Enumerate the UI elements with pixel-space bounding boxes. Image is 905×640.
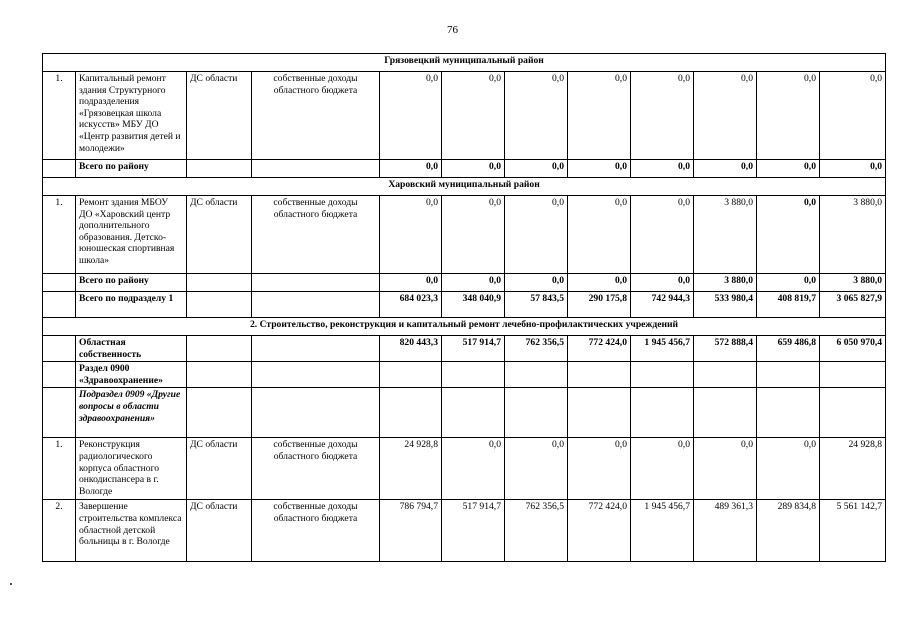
value-cell: 742 944,3 xyxy=(631,292,694,318)
value-cell: 0,0 xyxy=(442,72,505,160)
value-cell: 0,0 xyxy=(631,72,694,160)
section-title: Грязовецкий муниципальный район xyxy=(43,54,886,72)
value-cell: 517 914,7 xyxy=(442,500,505,562)
section-header-row xyxy=(43,318,886,336)
value-cell xyxy=(380,388,442,438)
value-cell: 0,0 xyxy=(568,72,631,160)
value-cell: 0,0 xyxy=(568,160,631,178)
value-cell: 0,0 xyxy=(380,160,442,178)
value-cell: 0,0 xyxy=(820,160,886,178)
value-cell: 24 928,8 xyxy=(820,438,886,500)
item-name: Раздел 0900 «Здравоохранение» xyxy=(76,362,187,388)
value-cell xyxy=(631,362,694,388)
value-cell xyxy=(442,388,505,438)
value-cell: 762 356,5 xyxy=(505,336,568,362)
row-index xyxy=(43,274,76,292)
item-name: Завершение строительства комплекса областной детской больницы в г. Вологде xyxy=(76,500,187,562)
funding-type xyxy=(252,160,380,178)
item-name: Всего по району xyxy=(76,274,187,292)
funding-type: собственные доходы областного бюджета xyxy=(252,72,380,160)
value-cell xyxy=(820,388,886,438)
value-cell: 0,0 xyxy=(757,438,820,500)
item-name: Подраздел 0909 «Другие вопросы в области здравоохранения» xyxy=(76,388,187,438)
value-cell: 0,0 xyxy=(757,196,820,274)
row-index xyxy=(43,336,76,362)
total-row xyxy=(43,292,886,318)
value-cell: 0,0 xyxy=(757,274,820,292)
scan-speck xyxy=(10,583,12,585)
value-cell: 0,0 xyxy=(631,160,694,178)
value-cell xyxy=(505,362,568,388)
value-cell: 3 880,0 xyxy=(694,274,757,292)
funding-source xyxy=(187,336,252,362)
funding-type xyxy=(252,362,380,388)
value-cell: 762 356,5 xyxy=(505,500,568,562)
value-cell: 289 834,8 xyxy=(757,500,820,562)
section-header-row xyxy=(43,54,886,72)
value-cell: 0,0 xyxy=(505,438,568,500)
value-cell: 0,0 xyxy=(757,160,820,178)
table-row xyxy=(43,196,886,274)
value-cell: 0,0 xyxy=(505,160,568,178)
value-cell: 684 023,3 xyxy=(380,292,442,318)
value-cell: 3 880,0 xyxy=(820,196,886,274)
funding-source: ДС области xyxy=(187,438,252,500)
value-cell: 772 424,0 xyxy=(568,500,631,562)
row-index: 2. xyxy=(43,500,76,562)
value-cell: 6 050 970,4 xyxy=(820,336,886,362)
section-title: 2. Строительство, реконструкция и капитальный ремонт лечебно-профилактических учреждений xyxy=(43,318,886,336)
value-cell: 348 040,9 xyxy=(442,292,505,318)
value-cell: 517 914,7 xyxy=(442,336,505,362)
row-index xyxy=(43,160,76,178)
value-cell: 0,0 xyxy=(568,438,631,500)
item-name: Всего по району xyxy=(76,160,187,178)
value-cell xyxy=(694,388,757,438)
value-cell: 24 928,8 xyxy=(380,438,442,500)
value-cell xyxy=(442,362,505,388)
item-name: Капитальный ремонт здания Структурного подразделения «Грязовецкая школа искусств» МБУ ДО «Центр развития детей и молодежи» xyxy=(76,72,187,160)
funding-source: ДС области xyxy=(187,500,252,562)
value-cell: 489 361,3 xyxy=(694,500,757,562)
row-index: 1. xyxy=(43,438,76,500)
row-index xyxy=(43,292,76,318)
value-cell: 0,0 xyxy=(380,274,442,292)
value-cell: 0,0 xyxy=(568,274,631,292)
value-cell: 0,0 xyxy=(568,196,631,274)
value-cell: 533 980,4 xyxy=(694,292,757,318)
value-cell: 408 819,7 xyxy=(757,292,820,318)
item-name: Реконструкция радиологического корпуса областного онкодиспансера в г. Вологде xyxy=(76,438,187,500)
budget-table xyxy=(42,53,886,562)
value-cell: 5 561 142,7 xyxy=(820,500,886,562)
funding-type xyxy=(252,336,380,362)
funding-source xyxy=(187,160,252,178)
value-cell: 0,0 xyxy=(505,274,568,292)
section-title: Харовский муниципальный район xyxy=(43,178,886,196)
value-cell: 3 880,0 xyxy=(820,274,886,292)
value-cell: 0,0 xyxy=(442,438,505,500)
total-row xyxy=(43,160,886,178)
row-index xyxy=(43,388,76,438)
funding-type xyxy=(252,274,380,292)
value-cell xyxy=(757,388,820,438)
total-row xyxy=(43,388,886,438)
funding-source xyxy=(187,292,252,318)
total-row xyxy=(43,274,886,292)
value-cell: 0,0 xyxy=(820,72,886,160)
funding-type xyxy=(252,292,380,318)
value-cell xyxy=(380,362,442,388)
table-row xyxy=(43,438,886,500)
value-cell: 0,0 xyxy=(694,438,757,500)
value-cell xyxy=(820,362,886,388)
item-name: Ремонт здания МБОУ ДО «Харовский центр дополнительного образования. Детско-юношеская спортивная школа» xyxy=(76,196,187,274)
value-cell: 0,0 xyxy=(380,196,442,274)
value-cell: 290 175,8 xyxy=(568,292,631,318)
funding-type xyxy=(252,388,380,438)
funding-source xyxy=(187,362,252,388)
value-cell: 3 065 827,9 xyxy=(820,292,886,318)
funding-source xyxy=(187,274,252,292)
funding-type: собственные доходы областного бюджета xyxy=(252,196,380,274)
value-cell: 659 486,8 xyxy=(757,336,820,362)
item-name: Областная собственность xyxy=(76,336,187,362)
value-cell: 0,0 xyxy=(505,196,568,274)
value-cell: 0,0 xyxy=(442,196,505,274)
value-cell xyxy=(757,362,820,388)
value-cell: 0,0 xyxy=(631,274,694,292)
value-cell xyxy=(568,388,631,438)
funding-source: ДС области xyxy=(187,72,252,160)
funding-type: собственные доходы областного бюджета xyxy=(252,438,380,500)
table-row xyxy=(43,72,886,160)
value-cell: 772 424,0 xyxy=(568,336,631,362)
funding-source xyxy=(187,388,252,438)
value-cell: 1 945 456,7 xyxy=(631,336,694,362)
value-cell: 0,0 xyxy=(505,72,568,160)
value-cell: 0,0 xyxy=(631,438,694,500)
value-cell: 572 888,4 xyxy=(694,336,757,362)
total-row xyxy=(43,336,886,362)
value-cell: 0,0 xyxy=(442,160,505,178)
total-row xyxy=(43,362,886,388)
funding-type: собственные доходы областного бюджета xyxy=(252,500,380,562)
row-index: 1. xyxy=(43,196,76,274)
section-header-row xyxy=(43,178,886,196)
value-cell xyxy=(631,388,694,438)
value-cell: 3 880,0 xyxy=(694,196,757,274)
value-cell: 57 843,5 xyxy=(505,292,568,318)
value-cell xyxy=(505,388,568,438)
value-cell: 786 794,7 xyxy=(380,500,442,562)
page-number: 76 xyxy=(447,24,458,36)
value-cell: 0,0 xyxy=(442,274,505,292)
row-index xyxy=(43,362,76,388)
funding-source: ДС области xyxy=(187,196,252,274)
item-name: Всего по подразделу 1 xyxy=(76,292,187,318)
value-cell: 1 945 456,7 xyxy=(631,500,694,562)
value-cell: 0,0 xyxy=(380,72,442,160)
value-cell: 0,0 xyxy=(631,196,694,274)
value-cell: 0,0 xyxy=(694,160,757,178)
value-cell xyxy=(694,362,757,388)
value-cell: 0,0 xyxy=(694,72,757,160)
value-cell: 0,0 xyxy=(757,72,820,160)
table-row xyxy=(43,500,886,562)
value-cell xyxy=(568,362,631,388)
row-index: 1. xyxy=(43,72,76,160)
value-cell: 820 443,3 xyxy=(380,336,442,362)
